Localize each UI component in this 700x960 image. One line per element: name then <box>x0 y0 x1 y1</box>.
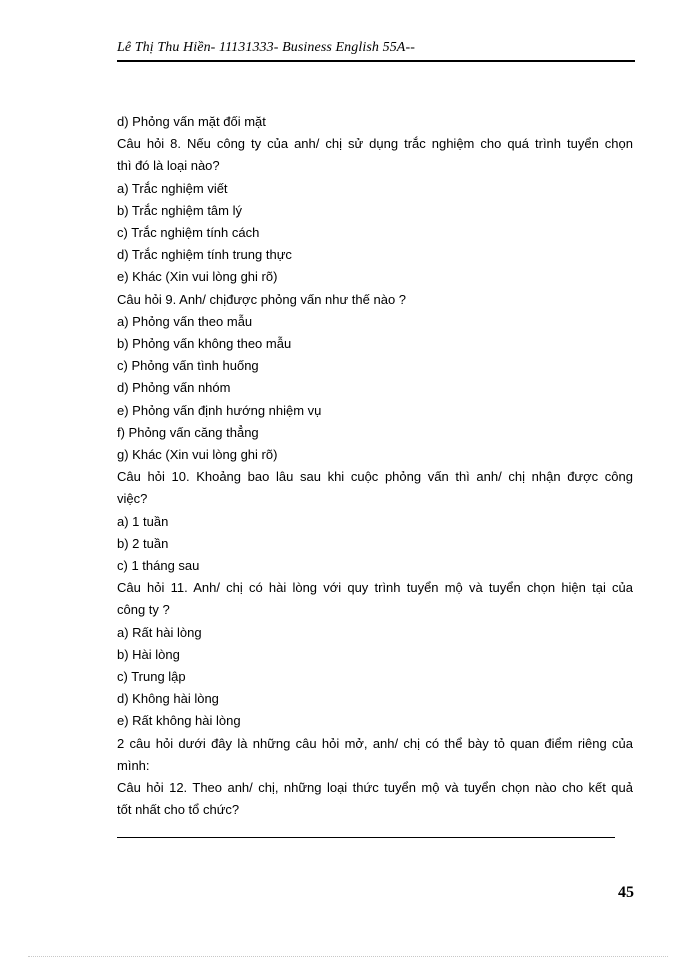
question-10: Câu hỏi 10. Khoảng bao lâu sau khi cuộc phỏng vấn thì anh/ chị nhận được công <box>117 469 633 485</box>
running-header: Lê Thị Thu Hiền- 11131333- Business English 55A-- <box>117 40 415 55</box>
q8-option-b: b) Trắc nghiệm tâm lý <box>117 202 242 218</box>
q9-option-b: b) Phỏng vấn không theo mẫu <box>117 336 292 352</box>
question-9: Câu hỏi 9. Anh/ chịđược phỏng vấn như thế nào ? <box>117 291 407 307</box>
open-questions-intro: 2 câu hỏi dưới đây là những câu hỏi mở, anh/ chị có thể bày tỏ quan điểm riêng của <box>117 735 633 751</box>
page-number: 45 <box>618 884 634 901</box>
q8-option-e: e) Khác (Xin vui lòng ghi rõ) <box>117 269 278 285</box>
q11-option-d: d) Không hài lòng <box>117 691 219 707</box>
question-8: Câu hỏi 8. Nếu công ty của anh/ chị sử dụng trắc nghiệm cho quá trình tuyển chọn <box>117 136 633 152</box>
q11-option-c: c) Trung lập <box>117 669 186 685</box>
question-11: Câu hỏi 11. Anh/ chị có hài lòng với quy trình tuyển mộ và tuyển chọn hiện tại của <box>117 580 633 596</box>
q9-option-c: c) Phỏng vấn tình huống <box>117 358 259 374</box>
q10-option-a: a) 1 tuần <box>117 513 169 529</box>
q8-option-d: d) Trắc nghiệm tính trung thực <box>117 247 292 263</box>
question-8-cont: thì đó là loại nào? <box>117 158 220 174</box>
q10-option-b: b) 2 tuần <box>117 535 169 551</box>
answer-line <box>117 837 615 838</box>
q9-option-a: a) Phỏng vấn theo mẫu <box>117 313 253 329</box>
question-10-cont: việc? <box>117 491 148 507</box>
question-12: Câu hỏi 12. Theo anh/ chị, những loại thức tuyển mộ và tuyển chọn nào cho kết quả <box>117 780 633 796</box>
q9-option-g: g) Khác (Xin vui lòng ghi rõ) <box>117 447 278 463</box>
q9-option-d: d) Phỏng vấn nhóm <box>117 380 231 396</box>
q8-option-c: c) Trắc nghiệm tính cách <box>117 225 260 241</box>
q11-option-a: a) Rất hài lòng <box>117 624 202 640</box>
q9-option-f: f) Phỏng vấn căng thẳng <box>117 424 259 440</box>
q9-option-e: e) Phỏng vấn định hướng nhiệm vụ <box>117 402 322 418</box>
q11-option-e: e) Rất không hài lòng <box>117 713 241 729</box>
q11-option-b: b) Hài lòng <box>117 646 180 662</box>
header-rule <box>117 60 635 62</box>
q8-option-a: a) Trắc nghiệm viết <box>117 180 228 196</box>
page-bottom-border <box>28 956 668 957</box>
question-11-cont: công ty ? <box>117 602 170 618</box>
document-body <box>117 111 633 822</box>
q10-option-c: c) 1 tháng sau <box>117 558 200 574</box>
open-questions-intro-cont: mình: <box>117 757 150 773</box>
question-12-cont: tốt nhất cho tổ chức? <box>117 802 240 818</box>
option-d-q7: d) Phỏng vấn mặt đối mặt <box>117 114 266 129</box>
